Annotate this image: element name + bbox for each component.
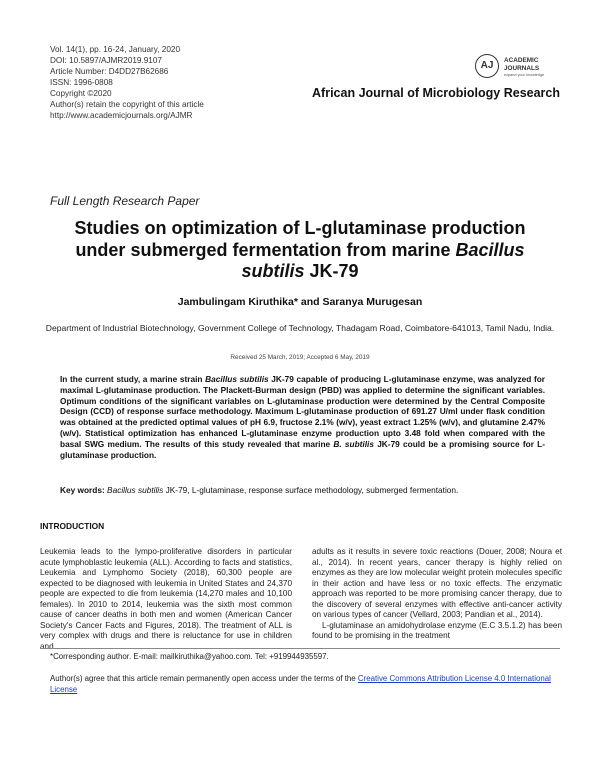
meta-copyright: Copyright ©2020 [50,89,112,98]
meta-rights: Author(s) retain the copyright of this article [50,100,204,109]
section-heading-introduction: INTRODUCTION [40,521,105,531]
keywords-list: JK-79, L-glutaminase, response surface methodology, submerged fermentation. [163,485,459,495]
abstract-organism: Bacillus subtilis [205,374,269,384]
publisher-name [504,57,539,72]
intro-right-paragraph-2: L-glutaminase an amidohydrolase enzyme (E.C 3.5.1.2) has been found to be promising in the treatment [312,620,562,640]
intro-column-left: Leukemia leads to the lympo-proliferative disorders in particular acute lymphoblastic leukemia (ALL). According to facts and statistics, Leukemia and Lymphomo Society (2018), 60,300 people are expected to be diagnosed with leukemia in United States and 24,370 people are expected to die from leukemia (14,270 males and 10,100 females). In 2010 to 2014, leukemia was the sixth most common cause of cancer deaths in both men and women (American Cancer Society's Cancer Facts and Figures, 2018). The treatment of ALL is very complex with drugs and there is reluctance for use in children and [40,547,292,651]
article-type: Full Length Research Paper [50,194,200,208]
abstract [60,374,545,460]
corresponding-author: *Corresponding author. E-mail: mailkiruthika@yahoo.com. Tel: +919944935597. [50,652,329,661]
aj-logo-icon: AJ [475,54,499,78]
publisher-logo [475,54,565,84]
article-metadata [50,44,300,121]
received-dates: Received 25 March, 2019; Accepted 6 May, 2019 [230,354,370,361]
license-link[interactable]: Creative Commons Attribution License 4.0 International License [50,674,551,694]
paper-title [40,218,560,283]
publisher-name-line2: JOURNALS [504,64,540,72]
title-line2: under submerged fermentation from marine [75,239,456,260]
abstract-text-2: JK-79 capable of producing L-glutaminase enzyme, was analyzed for maximal L-glutaminase production. The Plackett-Burman design (PBD) was applied to determine the significant variables. Optimum conditions of the significant variables on L-glutaminase production were determined by the Central Composite Design (CCD) of response surface methodology. Maximum L-glutaminase production of 691.27 U/ml under flask condition was obtained at the predicted optimal values of pH 6.9, fructose 2.1% (w/v), yeast extract 1.25% (w/v), and glutamine 2.47% (w/v). Statistical optimization has enhanced L-glutaminase enzyme production upto 3.48 fold when compared with the basal SWG medium. The results of this study revealed that marine [60,374,546,449]
affiliation: Department of Industrial Biotechnology, Government College of Technology, Thadagam Road, Coimbatore-641013, Tamil Nadu, India. [45,323,555,333]
meta-url[interactable]: http://www.academicjournals.org/AJMR [50,111,193,120]
abstract-organism-short: B. subtilis [333,438,374,449]
meta-issn: ISSN: 1996-0808 [50,78,113,87]
intro-column-right [312,547,562,642]
keywords-organism: Bacillus subtilis [107,485,164,495]
license-note [50,673,560,695]
publisher-tagline: expand your knowledge [504,73,545,77]
title-strain: JK-79 [304,261,359,281]
abstract-text-3: JK-79 could be a promising source for L-glutaminase production. [60,438,545,460]
license-text: Author(s) agree that this article remain permanently open access under the terms of the [50,674,358,683]
title-species: subtilis [241,261,305,281]
abstract-text-1: In the current study, a marine strain [60,374,206,384]
keywords [60,485,545,496]
title-genus: Bacillus [455,239,525,260]
keywords-label: Key words: [60,485,105,495]
journal-name: African Journal of Microbiology Research [312,86,560,100]
footnote-divider [40,648,560,649]
publisher-name-line1: ACADEMIC [504,57,539,64]
meta-doi: DOI: 10.5897/AJMR2019.9107 [50,56,162,65]
meta-article-number: Article Number: D4DD27B62686 [50,67,169,76]
authors: Jambulingam Kiruthika* and Saranya Murugesan [177,296,423,308]
intro-right-paragraph-1: adults as it results in severe toxic reactions (Douer, 2008; Noura et al., 2014). In recent years, cancer therapy is highly relied on enzymes as they are low molecular weight protein molecules specific in their action and have less or no toxic effects. The enzymatic approach was reported to be more promising cancer therapy, due to the discovery of several enzymes with effective anti-cancer activity on various types of cancer (Vellard, 2003; Pandian et al., 2014). [312,547,562,619]
title-line1: Studies on optimization of L-glutaminase production [74,218,526,238]
meta-volume: Vol. 14(1), pp. 16-24, January, 2020 [50,45,181,54]
